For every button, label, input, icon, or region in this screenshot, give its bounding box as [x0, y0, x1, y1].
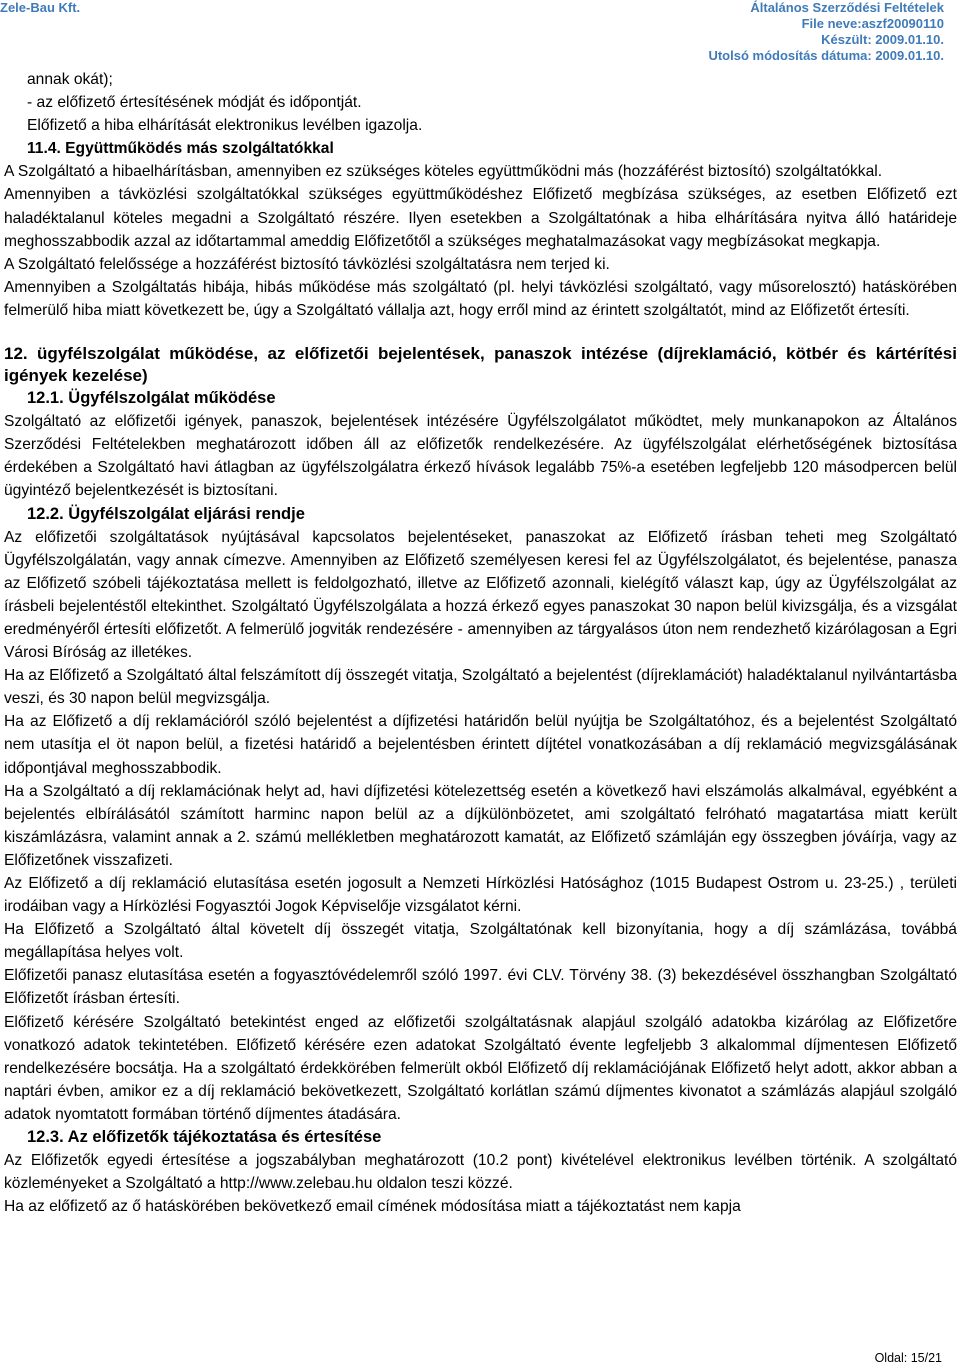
page-number: Oldal: 15/21 — [874, 1351, 942, 1365]
paragraph: Ha a Szolgáltató a díj reklamációnak helyt ad, havi díjfizetési kötelezettség esetén a következő havi elszámolás alkalmával, egyébként a bejelentés elbírálásától számított harminc napon belül az a díjkülönbözetet, ami szolgáltató felróható magatartása miatt került kiszámlázásra, valamint annak a 2. számú mellékletben meghatározott kamatát, az Előfizető számláján egy összegben jóváírja, vagy az Előfizetőnek visszafizeti. — [4, 782, 957, 869]
paragraph: Az Előfizetők egyedi értesítése a jogszabályban meghatározott (10.2 pont) kivételével elektronikus levélben történik. A szolgáltató közleményeket a Szolgáltató a http://www.zelebau.hu oldalon teszi közzé. — [4, 1152, 957, 1193]
paragraph: Az Előfizető a díj reklamáció elutasítása esetén jogosult a Nemzeti Hírközlési Hatósághoz (1015 Budapest Ostrom u. 23-25.) , területi irodáiban vagy a Hírközlési Fogyasztói Jogok Képviselője vizsgálatot kérni. — [4, 875, 957, 916]
header-file-name: File neve:aszf20090110 — [801, 16, 944, 31]
paragraph: Amennyiben a távközlési szolgáltatókkal szükséges együttműködéshez Előfizető megbízása szükséges, az esetben Előfizető ezt haladéktalanul köteles megadni a Szolgáltató részére. Ilyen esetekben a Szolgáltatónak a hiba elhárítására nyitva álló határideje meghosszabbodik azzal az időtartammal ameddig Előfizetőtől a szükséges meghatalmazásokat vagy megbízásokat megkapja. — [4, 186, 957, 250]
paragraph: Ha Előfizető a Szolgáltató által követelt díj összegét vitatja, Szolgáltatónak kell bizonyítania, hogy a díj számlázása, továbbá megállapítása helyes volt. — [4, 921, 957, 962]
paragraph: Amennyiben a Szolgáltatás hibája, hibás működése más szolgáltató (pl. helyi távközlési szolgáltató, vagy műsorelosztó) hatáskörében felmerülő hiba miatt következett be, úgy a Szolgáltató vállalja azt, hogy erről mind az érintett szolgáltatót, mind az Előfizetőt értesíti. — [4, 278, 957, 319]
paragraph: - az előfizető értesítésének módját és időpontját. — [27, 94, 362, 112]
paragraph: Ha az Előfizető a Szolgáltató által felszámított díj összegét vitatja, Szolgáltató a bejelentést (díjreklamációt) haladéktalanul nyilvántartásba veszi, és 30 napon belül megvizsgálja. — [4, 667, 957, 708]
section-heading-11-4: 11.4. Együttműködés más szolgáltatókkal — [27, 140, 334, 158]
paragraph: Ha az Előfizető a díj reklamációról szóló bejelentést a díjfizetési határidőn belül nyújtja be Szolgáltatóhoz, és a bejelentést Szolgáltató nem utasítja el öt napon belül, a fizetési határidő a bejelentésben érintett díjtétel vonatkozásában a díj reklamáció megvizsgálásának időpontjával meghosszabbodik. — [4, 713, 957, 777]
paragraph: Előfizető a hiba elhárítását elektronikus levélben igazolja. — [27, 117, 423, 135]
header-info — [708, 0, 944, 64]
header-modified: Utolsó módosítás dátuma: 2009.01.10. — [708, 48, 944, 63]
paragraph: Az előfizetői szolgáltatások nyújtásával kapcsolatos bejelentéseket, panaszokat az Előfizető írásban teheti meg Szolgáltató Ügyfélszolgálatán, vagy annak címezve. Amennyiben az Előfizető személyesen keresi fel az Ügyfélszolgálatot, és bejelentése, panasza az Előfizető szóbeli tájékoztatása mellett is feldolgozható, illetve az Előfizető azonnali, kielégítő választ kap, úgy az Ügyfélszolgálat az írásbeli bejelentéstől eltekinthet. Szolgáltató Ügyfélszolgálata a hozzá érkező egyes panaszokat 30 napon belül kivizsgálja, és a vizsgálat eredményéről értesíti előfizetőt. A felmerülő jogviták rendezésére - amennyiben az tárgyalásos úton nem rendezhető kizárólagosan a Egri Városi Bíróság az illetékes. — [4, 528, 957, 662]
section-heading-12: 12. ügyfélszolgálat működése, az előfizetői bejelentések, panaszok intézése (díjreklamáció, kötbér és kártérítési igények kezelése) — [4, 344, 957, 386]
paragraph: A Szolgáltató a hibaelhárításban, amennyiben ez szükséges köteles együttműködni más (hozzáférést biztosító) szolgáltatókkal. — [4, 163, 883, 181]
header-created: Készült: 2009.01.10. — [821, 32, 944, 47]
document-body — [4, 68, 957, 1218]
paragraph: Szolgáltató az előfizetői igények, panaszok, bejelentések intézésére Ügyfélszolgálatot működtet, mely munkanapokon az Általános Szerződési Feltételekben meghatározott időben áll az előfizetők rendelkezésére. Az ügyfélszolgálat elérhetőségének biztosítása érdekében a Szolgáltató havi átlagban az ügyfélszolgálatra érkező hívások legalább 75%-a esetében legfeljebb 120 másodpercen belül ügyintéző bejelentkezését is biztosítani. — [4, 413, 957, 500]
paragraph: Előfizetői panasz elutasítása esetén a fogyasztóvédelemről szóló 1997. évi CLV. Törvény 38. (3) bekezdésével összhangban Szolgáltató Előfizetőt írásban értesíti. — [4, 967, 957, 1008]
section-heading-12-3: 12.3. Az előfizetők tájékoztatása és értesítése — [27, 1128, 382, 1147]
paragraph: Ha az előfizető az ő hatáskörében bekövetkező email címének módosítása miatt a tájékoztatást nem kapja — [4, 1198, 741, 1216]
paragraph: A Szolgáltató felelőssége a hozzáférést biztosító távközlési szolgáltatásra nem terjed ki. — [4, 255, 610, 273]
paragraph: annak okát); — [27, 71, 113, 88]
header-company: Zele-Bau Kft. — [0, 0, 81, 15]
header-doc-title: Általános Szerződési Feltételek — [750, 0, 944, 15]
section-heading-12-1: 12.1. Ügyfélszolgálat működése — [27, 389, 276, 408]
paragraph: Előfizető kérésére Szolgáltató betekintést enged az előfizetői szolgáltatásnak alapjául szolgáló adatokba kizárólag az Előfizetőre vonatkozó adatok tekintetében. Előfizető kérésére ezen adatokat Szolgáltató évente legfeljebb 3 alkalommal díjmentesen Előfizető rendelkezésére bocsátja. Ha a szolgáltató érdekkörében felmerült okból Előfizető díj reklamációjának Előfizető helyt adott, akkor abban a naptári évben, amikor ez a díj reklamáció bekövetkezett, Szolgáltató korlátlan számú díjmentes kivonatot a számlázás alapjául szolgáló adatok nyomtatott formában történő díjmentes átadására. — [4, 1013, 957, 1123]
section-heading-12-2: 12.2. Ügyfélszolgálat eljárási rendje — [27, 504, 305, 523]
